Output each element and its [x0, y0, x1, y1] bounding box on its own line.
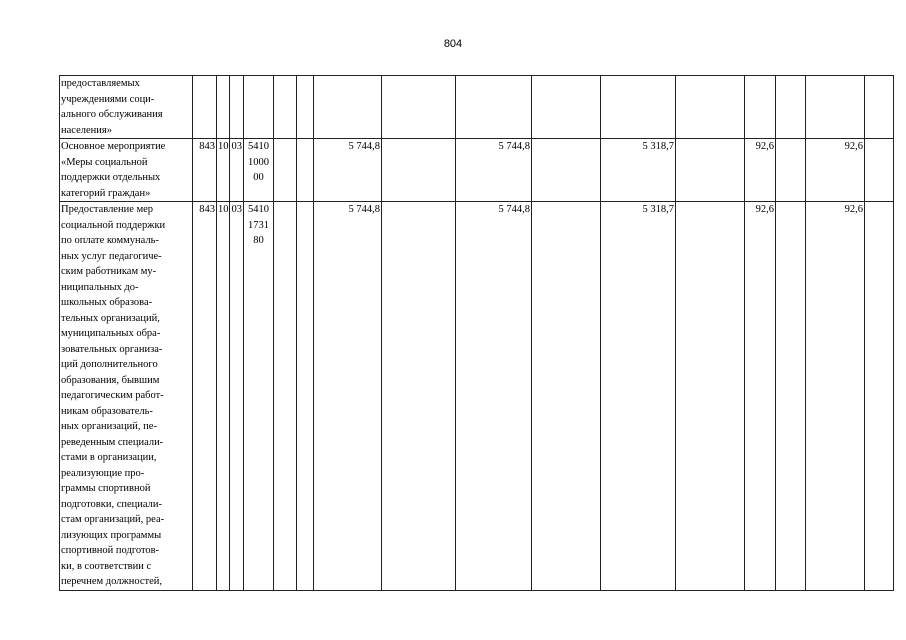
value-cell: 5 318,7	[601, 139, 676, 202]
row-name-line: ниципальных до-	[61, 281, 139, 293]
value-cell	[776, 202, 806, 591]
row-name-line: зовательных организа-	[61, 343, 163, 355]
row-name-line: реализующие про-	[61, 467, 145, 479]
value-cell: 5 318,7	[601, 202, 676, 591]
section-code-cell: 10	[217, 202, 230, 591]
row-name-line: «Меры социальной	[61, 156, 148, 168]
row-name-line: Основное мероприятие	[61, 141, 166, 152]
row-name-line: перечнем должностей,	[61, 576, 162, 587]
target-article-line: 5410	[248, 141, 269, 152]
row-name-line: населения»	[61, 124, 112, 136]
row-name-line: тельных организаций,	[61, 312, 160, 324]
value-cell	[532, 76, 601, 139]
value-cell	[676, 139, 745, 202]
ved-code-cell: 843	[193, 139, 217, 202]
table-row	[60, 76, 894, 139]
row-name-line: муниципальных обра-	[61, 328, 161, 339]
subsection-code-cell: 03	[230, 202, 244, 591]
target-article-line: 1731	[248, 219, 269, 231]
value-cell	[865, 139, 894, 202]
page-number: 804	[443, 38, 463, 50]
value-cell	[297, 76, 314, 139]
row-name-line: школьных образова-	[61, 297, 153, 308]
value-cell	[865, 202, 894, 591]
value-cell	[456, 76, 532, 139]
row-name-line: Предоставление мер	[61, 204, 154, 215]
value-cell	[776, 139, 806, 202]
row-name-line: образования, бывшим	[61, 374, 160, 386]
table-body	[60, 76, 894, 591]
row-name-line: ций дополнительного	[61, 359, 158, 370]
expense-type-cell	[274, 76, 297, 139]
value-cell	[865, 76, 894, 139]
target-article-line: 80	[253, 235, 264, 246]
row-name-line: ных организаций, пе-	[61, 421, 157, 432]
row-name-line: лизующих программы	[61, 529, 162, 541]
row-name-line: категорий граждан»	[61, 187, 151, 199]
target-article-cell	[244, 76, 274, 139]
row-name-line: учреждениями соци-	[61, 93, 155, 105]
row-name-line: реведенным специали-	[61, 436, 164, 448]
value-cell	[676, 202, 745, 591]
budget-table	[59, 75, 894, 591]
section-code-cell	[217, 76, 230, 139]
value-cell: 92,6	[745, 202, 776, 591]
value-cell: 5 744,8	[456, 139, 532, 202]
row-name-line: педагогическим работ-	[61, 390, 164, 401]
row-name-line: по оплате коммуналь-	[61, 235, 159, 246]
row-name-line: социальной поддержки	[61, 219, 166, 231]
value-cell	[806, 76, 865, 139]
subsection-code-cell	[230, 76, 244, 139]
value-cell	[297, 139, 314, 202]
target-article-line: 5410	[248, 204, 269, 215]
section-code-cell: 10	[217, 139, 230, 202]
row-name-line: ским работникам му-	[61, 266, 157, 277]
row-name-line: поддержки отдельных	[61, 172, 161, 183]
row-name-line: спортивной подготов-	[61, 545, 160, 556]
value-cell	[382, 139, 456, 202]
value-cell	[601, 76, 676, 139]
row-name-cell	[60, 76, 193, 139]
row-name-line: ального обслуживания	[61, 109, 163, 120]
value-cell	[676, 76, 745, 139]
value-cell	[382, 202, 456, 591]
row-name-line: никам образователь-	[61, 405, 153, 417]
row-name-line: ных услуг педагогиче-	[61, 250, 162, 262]
value-cell	[314, 76, 382, 139]
row-name-line: граммы спортивной	[61, 483, 151, 494]
value-cell: 5 744,8	[314, 139, 382, 202]
row-name-line: ки, в соответствии с	[61, 560, 152, 572]
row-name-line: предоставляемых	[61, 78, 140, 89]
row-name-line: стам организаций, реа-	[61, 514, 165, 525]
value-cell: 5 744,8	[314, 202, 382, 591]
value-cell	[532, 139, 601, 202]
subsection-code-cell: 03	[230, 139, 244, 202]
ved-code-cell: 843	[193, 202, 217, 591]
row-name-cell	[60, 139, 193, 202]
target-article-line: 1000	[248, 156, 269, 168]
target-article-line: 00	[253, 172, 264, 183]
expense-type-cell	[274, 139, 297, 202]
ved-code-cell	[193, 76, 217, 139]
table-row	[60, 139, 894, 202]
value-cell	[745, 76, 776, 139]
value-cell	[776, 76, 806, 139]
value-cell	[382, 76, 456, 139]
target-article-cell	[244, 139, 274, 202]
expense-type-cell	[274, 202, 297, 591]
value-cell	[532, 202, 601, 591]
row-name-cell	[60, 202, 193, 591]
value-cell: 5 744,8	[456, 202, 532, 591]
target-article-cell	[244, 202, 274, 591]
table-row	[60, 202, 894, 591]
value-cell: 92,6	[806, 139, 865, 202]
value-cell	[297, 202, 314, 591]
row-name-line: стами в организации,	[61, 452, 157, 463]
row-name-line: подготовки, специали-	[61, 498, 162, 510]
value-cell: 92,6	[806, 202, 865, 591]
value-cell: 92,6	[745, 139, 776, 202]
